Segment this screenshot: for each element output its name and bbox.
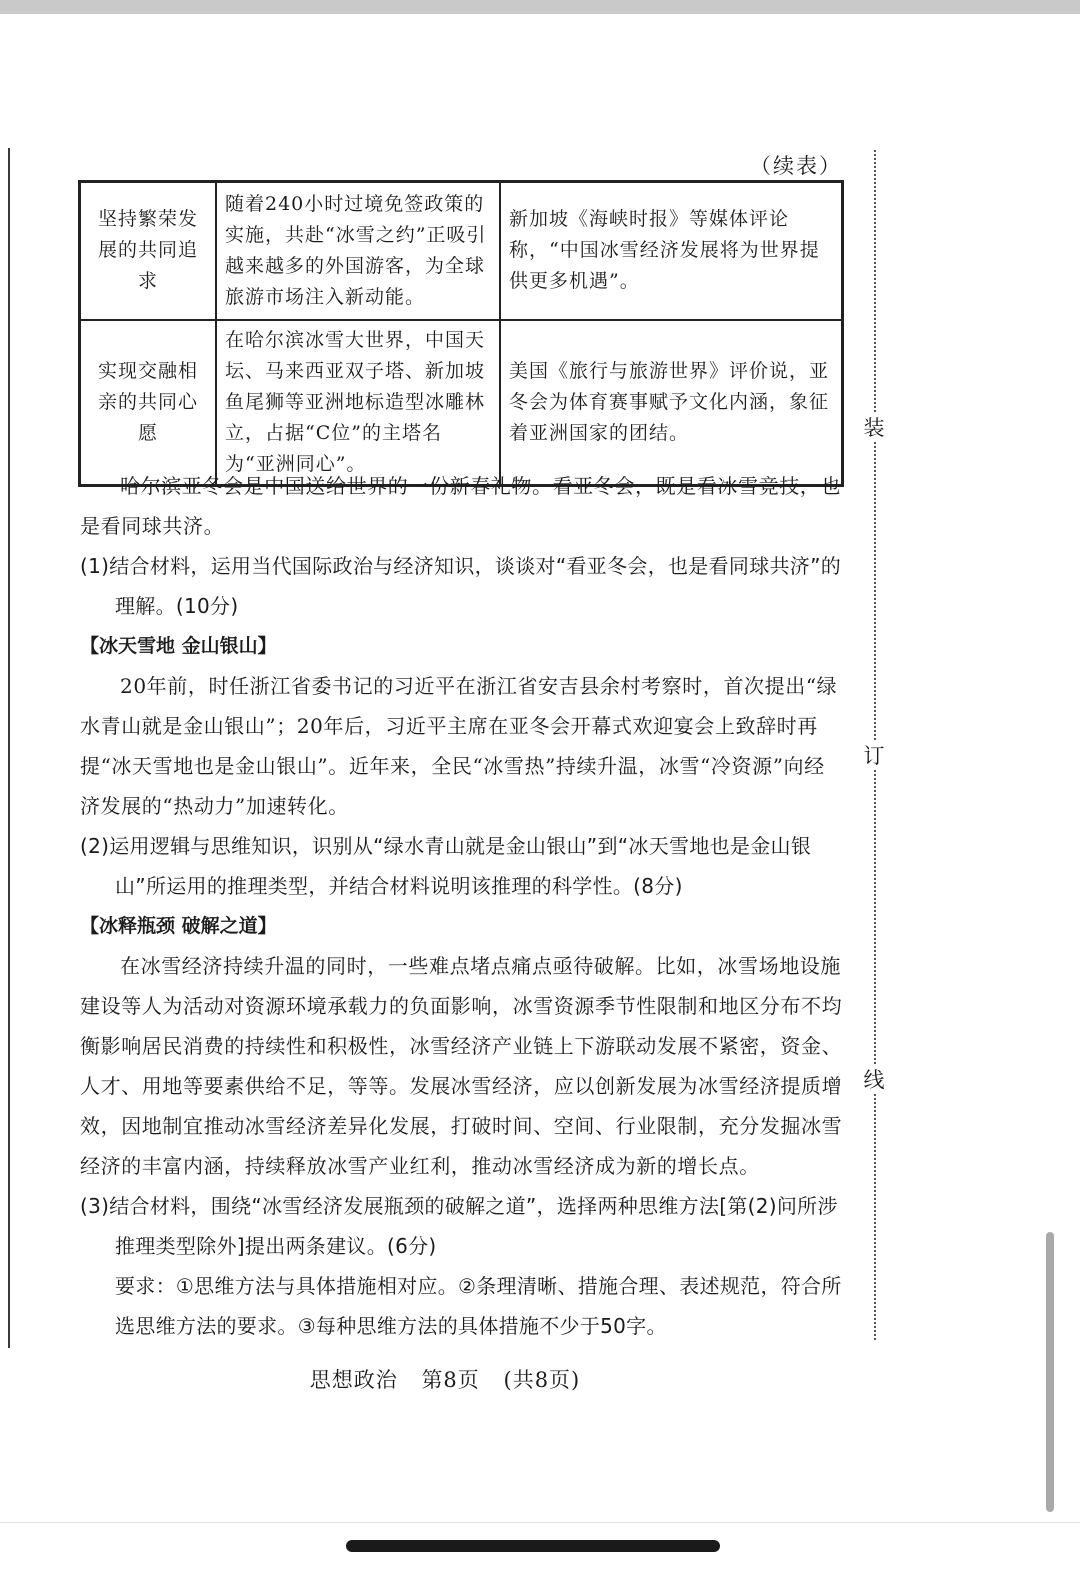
row-event: 在哈尔滨冰雪大世界，中国天坛、马来西亚双子塔、新加坡鱼尾狮等亚洲地标造型冰雕林立，占据“C位”的主塔名为“亚洲同心”。	[216, 320, 500, 486]
top-status-bar	[0, 0, 1080, 14]
section-2-paragraph: 20年前，时任浙江省委书记的习近平在浙江省安吉县余村考察时，首次提出“绿水青山就是金山银山”；20年后，习近平主席在亚冬会开幕式欢迎宴会上致辞时再提“冰天雪地也是金山银山”。近年来，全民“冰雪热”持续升温，冰雪“冷资源”向经济发展的“热动力”加速转化。	[80, 674, 838, 818]
table-continuation-label: （续表）	[750, 154, 842, 178]
section-title-2: 【冰天雪地 金山银山】	[80, 635, 277, 657]
row-title: 实现交融相亲的共同心愿	[80, 320, 217, 486]
binding-mark: 装	[860, 412, 888, 442]
question-3: (3)结合材料，围绕“冰雪经济发展瓶颈的破解之道”，选择两种思维方法[第(2)问所涉推理类型除外]提出两条建议。(6分)	[80, 1194, 838, 1258]
home-indicator[interactable]	[346, 1540, 720, 1552]
page-footer	[0, 1364, 890, 1394]
row-comment: 美国《旅行与旅游世界》评价说，亚冬会为体育赛事赋予文化内涵，象征着亚洲国家的团结。	[500, 320, 843, 486]
main-content	[80, 466, 845, 1346]
binding-mark: 订	[860, 740, 888, 770]
question-2: (2)运用逻辑与思维知识，识别从“绿水青山就是金山银山”到“冰天雪地也是金山银山”所运用的推理类型，并结合材料说明该推理的科学性。(8分)	[80, 834, 812, 898]
question-1: (1)结合材料，运用当代国际政治与经济知识，谈谈对“看亚冬会，也是看同球共济”的理解。(10分)	[80, 554, 842, 618]
bottom-divider	[0, 1522, 1080, 1523]
intro-paragraph: 哈尔滨亚冬会是中国送给世界的一份新春礼物。看亚冬会，既是看冰雪竞技，也是看同球共济。	[80, 474, 841, 538]
row-event: 随着240小时过境免签政策的实施，共赴“冰雪之约”正吸引越来越多的外国游客，为全球旅游市场注入新动能。	[216, 182, 500, 320]
section-3-paragraph: 在冰雪经济持续升温的同时，一些难点堵点痛点亟待破解。比如，冰雪场地设施建设等人为活动对资源环境承载力的负面影响，冰雪资源季节性限制和地区分布不均衡影响居民消费的持续性和积极性，冰雪经济产业链上下游联动发展不紧密，资金、人才、用地等要素供给不足，等等。发展冰雪经济，应以创新发展为冰雪经济提质增效，因地制宜推动冰雪经济差异化发展，打破时间、空间、行业限制，充分发掘冰雪经济的丰富内涵，持续释放冰雪产业红利，推动冰雪经济成为新的增长点。	[80, 954, 843, 1178]
material-table	[78, 180, 844, 487]
binding-mark: 线	[860, 1064, 888, 1094]
row-comment: 新加坡《海峡时报》等媒体评论称，“中国冰雪经济发展将为世界提供更多机遇”。	[500, 182, 843, 320]
table-row	[80, 320, 843, 486]
footer-total-pages: (共8页)	[503, 1368, 581, 1392]
table-row	[80, 182, 843, 320]
answer-requirements: 要求：①思维方法与具体措施相对应。②条理清晰、措施合理、表述规范，符合所选思维方法的要求。③每种思维方法的具体措施不少于50字。	[115, 1274, 842, 1338]
section-title-3: 【冰释瓶颈 破解之道】	[80, 915, 277, 937]
vertical-scrollbar[interactable]	[1046, 1232, 1054, 1512]
footer-page-number: 第8页	[421, 1368, 480, 1392]
footer-subject: 思想政治	[309, 1368, 398, 1392]
row-title: 坚持繁荣发展的共同追求	[80, 182, 217, 320]
left-margin-rule	[8, 148, 10, 1348]
